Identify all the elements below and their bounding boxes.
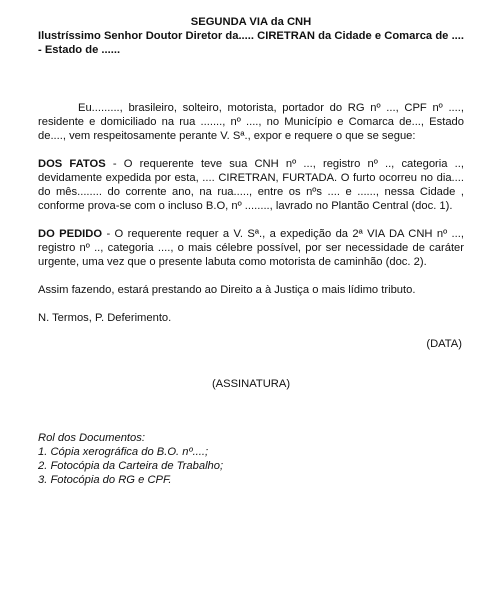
addressee: Ilustríssimo Senhor Doutor Diretor da..... CIRETRAN da Cidade e Comarca de .... - Estado de ...... (38, 30, 464, 56)
list-item: 3. Fotocópia do RG e CPF. (38, 474, 172, 486)
request-paragraph (38, 227, 464, 269)
request-heading: DO PEDIDO (38, 228, 103, 240)
document-title: SEGUNDA VIA da CNH (190, 16, 312, 28)
date-placeholder: (DATA) (426, 338, 462, 350)
list-item: 1. Cópia xerográfica do B.O. nº....; (38, 446, 209, 458)
closing-paragraph: Assim fazendo, estará prestando ao Direito a à Justiça o mais lídimo tributo. (38, 284, 416, 296)
facts-heading: DOS FATOS (38, 158, 106, 170)
facts-text: - O requerente teve sua CNH nº ..., registro nº .., categoria .., devidamente expedida por esta, .... CIRETRAN, FURTADA. O furto ocorreu no dia.... do mês........ do corrente ano, na rua....., entre os nºs .... e ......, nessa Cidade , conforme prova-se com o incluso B.O, nº ........, lavrado no Plantão Central (doc. 1). (38, 158, 464, 212)
terms-line: N. Termos, P. Deferimento. (38, 312, 172, 324)
facts-paragraph (38, 157, 464, 213)
request-text: - O requerente requer a V. Sª., a expedição da 2ª VIA DA CNH nº ..., registro nº .., categoria ...., o mais célebre possível, por ser necessidade de caráter urgente, uma vez que o presente labuta como motorista de caminhão (doc. 2). (38, 228, 464, 268)
list-item: 2. Fotocópia da Carteira de Trabalho; (38, 460, 224, 472)
documents-list-title: Rol dos Documentos: (38, 432, 145, 444)
signature-placeholder: (ASSINATURA) (211, 378, 291, 390)
intro-paragraph: Eu........., brasileiro, solteiro, motorista, portador do RG nº ..., CPF nº ...., residente e domiciliado na rua ......., nº ...., no Município e Comarca de..., Estado de...., vem respeitosamente perante V. Sª., expor e requere o que se segue: (38, 102, 464, 142)
documents-list-section (38, 431, 464, 487)
documents-list (38, 445, 464, 487)
